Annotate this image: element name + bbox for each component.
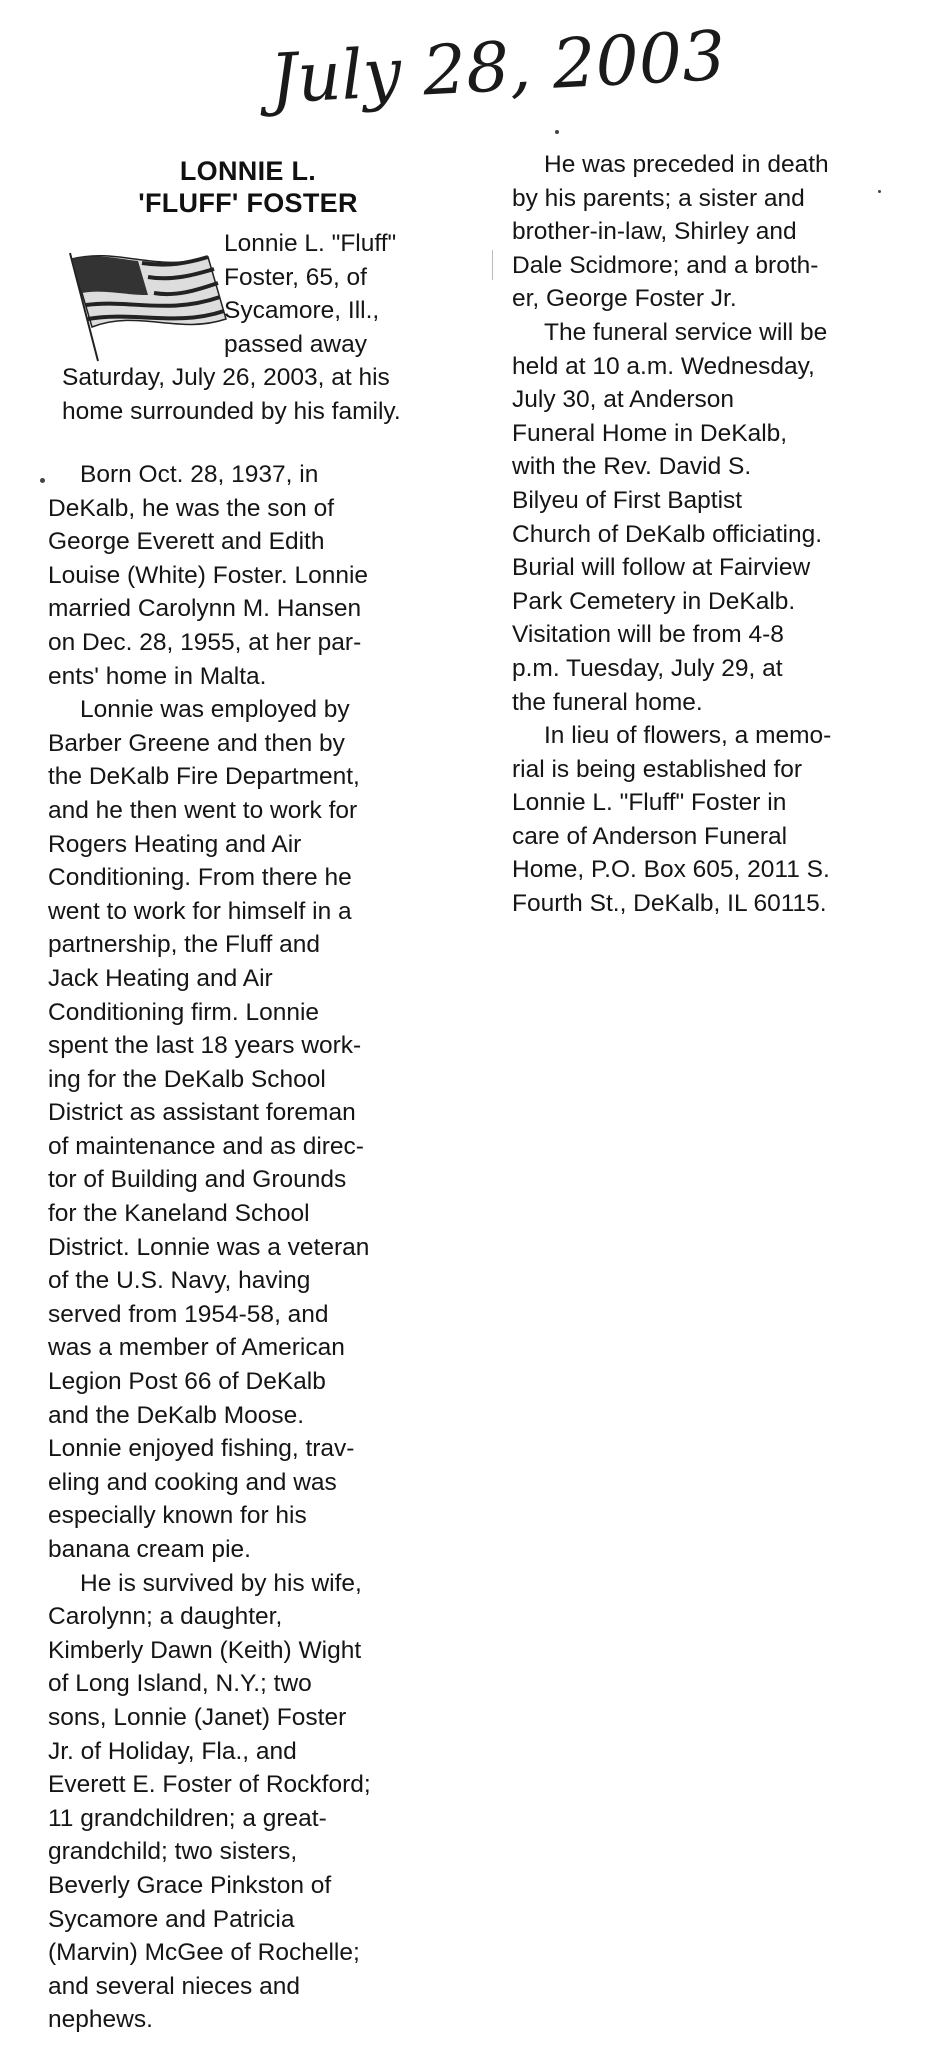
text-line: Legion Post 66 of DeKalb [48,1368,326,1396]
text-line: Lonnie L. "Fluff" Foster in [512,789,787,817]
text-line: Sycamore and Patricia [48,1905,295,1933]
text-line: (Marvin) McGee of Rochelle; [48,1939,360,1967]
lead-line: Sycamore, Ill., [224,297,380,325]
text-line: George Everett and Edith [48,528,325,556]
text-line: brother-in-law, Shirley and [512,218,797,246]
text-line: er, George Foster Jr. [512,285,737,313]
text-line: Barber Greene and then by [48,729,345,757]
handwritten-date-text: July 28, 2003 [268,16,728,120]
text-line: married Carolynn M. Hansen [48,595,362,623]
text-line: Carolynn; a daughter, [48,1603,283,1631]
text-line: of Long Island, N.Y.; two [48,1670,312,1698]
obituary-left-column [48,155,448,2037]
text-line: District as assistant foreman [48,1099,356,1127]
text-line: ents' home in Malta. [48,662,267,690]
print-speck [555,130,559,134]
handwritten-date [260,10,760,120]
lead-line: Foster, 65, of [224,263,367,291]
text-line: ing for the DeKalb School [48,1065,326,1093]
text-line: Jr. of Holiday, Fla., and [48,1737,297,1765]
lead-line: Lonnie L. "Fluff" [224,230,397,257]
text-line: for the Kaneland School [48,1200,310,1228]
text-line: Bilyeu of First Baptist [512,486,743,514]
text-line: the DeKalb Fire Department, [48,763,360,791]
obituary-right-column [512,148,912,921]
text-line: rial is being established for [512,755,803,783]
lead-line: home surrounded by his family. [62,398,401,425]
text-line: Lonnie was employed by [80,696,350,724]
text-line: served from 1954-58, and [48,1300,329,1328]
text-line: He was preceded in death [544,151,829,178]
headline-line-2: 'FLUFF' FOSTER [138,188,358,218]
text-line: partnership, the Fluff and [48,931,320,959]
text-line: and he then went to work for [48,796,358,824]
lead-line: Saturday, July 26, 2003, at his [62,364,390,392]
lead-line: passed away [224,330,368,358]
text-line: and several nieces and [48,1972,300,2000]
text-line: DeKalb, he was the son of [48,494,335,522]
text-line: Everett E. Foster of Rockford; [48,1771,371,1799]
text-line: Fourth St., DeKalb, IL 60115. [512,890,827,918]
text-line: was a member of American [48,1334,345,1362]
text-line: went to work for himself in a [48,897,352,925]
text-line: The funeral service will be [544,318,828,346]
text-line: the funeral home. [512,688,703,716]
text-line: He is survived by his wife, [80,1569,362,1597]
text-line: tor of Building and Grounds [48,1166,347,1194]
lead-paragraph [48,227,448,458]
text-line: District. Lonnie was a veteran [48,1233,370,1261]
text-line: of the U.S. Navy, having [48,1267,311,1295]
text-line: especially known for his [48,1502,307,1530]
print-speck [40,478,45,483]
text-line: nephews. [48,2006,153,2034]
text-line: Born Oct. 28, 1937, in [80,461,319,488]
text-line: sons, Lonnie (Janet) Foster [48,1703,347,1731]
text-line: of maintenance and as direc- [48,1132,364,1160]
text-line: Kimberly Dawn (Keith) Wight [48,1636,362,1664]
text-line: Conditioning. From there he [48,864,352,892]
text-line: Dale Scidmore; and a broth- [512,251,819,279]
text-line: eling and cooking and was [48,1468,337,1496]
text-line: Beverly Grace Pinkston of [48,1871,332,1899]
text-line: Lonnie enjoyed fishing, trav- [48,1435,355,1463]
text-line: Church of DeKalb officiating. [512,520,823,548]
text-line: Home, P.O. Box 605, 2011 S. [512,856,830,884]
text-line: spent the last 18 years work- [48,1032,362,1060]
text-line: Park Cemetery in DeKalb. [512,587,796,615]
text-line: and the DeKalb Moose. [48,1401,305,1429]
text-line: Louise (White) Foster. Lonnie [48,561,369,589]
text-line: Jack Heating and Air [48,964,273,992]
body-text [48,458,448,2037]
text-line: Conditioning firm. Lonnie [48,998,320,1026]
text-line: banana cream pie. [48,1536,251,1563]
text-line: 11 grandchildren; a great- [48,1804,327,1832]
text-line: July 30, at Anderson [512,386,735,414]
text-line: Rogers Heating and Air [48,830,302,858]
text-line: with the Rev. David S. [512,453,752,481]
text-line: Visitation will be from 4-8 [512,621,784,649]
text-line: held at 10 a.m. Wednesday, [512,352,815,380]
text-line: p.m. Tuesday, July 29, at [512,654,783,682]
text-line: Burial will follow at Fairview [512,554,811,582]
column-rule [492,250,493,280]
text-line: Funeral Home in DeKalb, [512,419,788,447]
text-line: In lieu of flowers, a memo- [544,722,832,750]
text-line: grandchild; two sisters, [48,1838,298,1866]
headline [48,155,448,219]
american-flag-icon [58,249,238,365]
text-line: on Dec. 28, 1955, at her par- [48,628,362,656]
text-line: care of Anderson Funeral [512,822,788,850]
text-line: by his parents; a sister and [512,184,805,212]
headline-line-1: LONNIE L. [179,156,317,186]
